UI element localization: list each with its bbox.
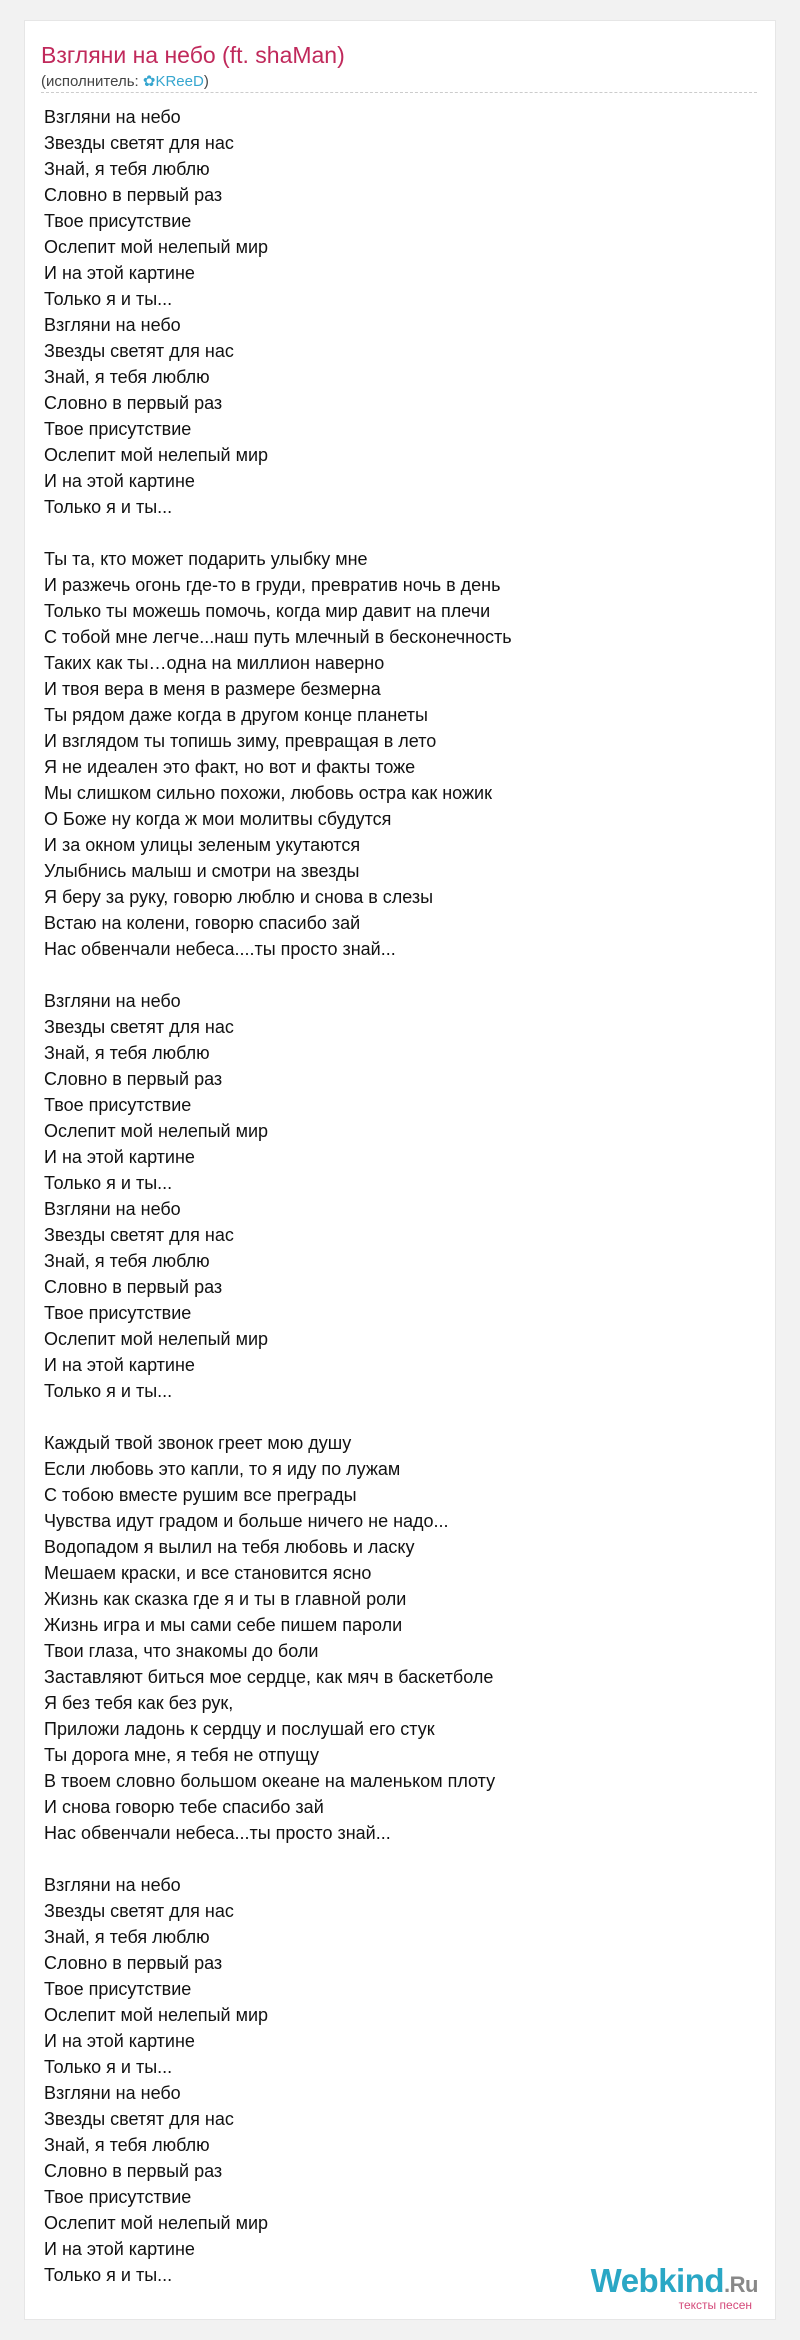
lyric-line: Ослепит мой нелепый мир [44,2213,269,2233]
lyric-line: Взгляни на небо [44,2083,181,2103]
lyric-line: Твое присутствие [44,1095,192,1115]
lyric-line: Только я и ты... [44,497,173,517]
lyric-line: Ты дорога мне, я тебя не отпущу [44,1745,320,1765]
artist-line [41,72,209,90]
flower-icon: ✿ [142,73,156,90]
lyric-line: Если любовь это капли, то я иду по лужам [44,1459,401,1479]
lyric-line: И на этой картине [44,471,195,491]
lyric-line: Мешаем краски, и все становится ясно [44,1563,372,1583]
lyric-line: Взгляни на небо [44,1875,181,1895]
artist-name: KReeD [155,73,204,90]
lyric-line: Взгляни на небо [44,315,181,335]
lyric-line: Звезды светят для нас [44,1017,234,1037]
lyric-line: Чувства идут градом и больше ничего не надо... [44,1511,449,1531]
lyric-line: Жизнь игра и мы сами себе пишем пароли [44,1615,403,1635]
logo-name: Webkind [590,2262,725,2299]
lyric-line: Водопадом я вылил на тебя любовь и ласку [44,1537,415,1557]
artist-link[interactable] [143,73,204,90]
lyric-line: Словно в первый раз [44,1953,223,1973]
lyric-line: Только я и ты... [44,2265,173,2285]
lyric-line: О Боже ну когда ж мои молитвы сбудутся [44,809,392,829]
lyric-line: Знай, я тебя люблю [44,1043,210,1063]
lyric-line: Я без тебя как без рук, [44,1693,234,1713]
lyric-line: Нас обвенчали небеса...ты просто знай... [44,1823,391,1843]
lyric-line: Я не идеален это факт, но вот и факты тоже [44,757,416,777]
lyrics-text [44,104,512,2288]
artist-suffix: ) [203,73,209,90]
lyric-line: Звезды светят для нас [44,1225,234,1245]
lyric-line: Ослепит мой нелепый мир [44,1121,269,1141]
lyric-line: Твое присутствие [44,211,192,231]
lyric-line: Словно в первый раз [44,1069,223,1089]
lyric-line: И на этой картине [44,1355,195,1375]
lyric-line: Знай, я тебя люблю [44,2135,210,2155]
stanza-break [44,962,512,988]
lyric-line: И на этой картине [44,2031,195,2051]
lyric-line: В твоем словно большом океане на маленьком плоту [44,1771,496,1791]
lyric-line: Я беру за руку, говорю люблю и снова в слезы [44,887,434,907]
logo-tagline: тексты песен [678,2298,752,2312]
lyric-line: Твое присутствие [44,2187,192,2207]
lyric-line: Только я и ты... [44,1381,173,1401]
logo-tld: .Ru [724,2272,758,2297]
lyric-line: Твое присутствие [44,419,192,439]
header-divider [41,92,757,93]
lyric-line: Ослепит мой нелепый мир [44,445,269,465]
lyric-line: И на этой картине [44,1147,195,1167]
lyric-line: Ослепит мой нелепый мир [44,1329,269,1349]
lyric-line: Взгляни на небо [44,1199,181,1219]
lyric-line: Взгляни на небо [44,107,181,127]
stanza-break [44,1846,512,1872]
lyric-line: И на этой картине [44,263,195,283]
lyric-line: Встаю на колени, говорю спасибо зай [44,913,361,933]
lyric-line: Словно в первый раз [44,393,223,413]
lyric-line: И разжечь огонь где-то в груди, превратив ночь в день [44,575,501,595]
lyric-line: И снова говорю тебе спасибо зай [44,1797,324,1817]
lyric-line: С тобою вместе рушим все преграды [44,1485,357,1505]
lyric-line: Твое присутствие [44,1979,192,1999]
lyric-line: Ослепит мой нелепый мир [44,2005,269,2025]
lyric-line: Жизнь как сказка где я и ты в главной роли [44,1589,407,1609]
lyric-line: Заставляют биться мое сердце, как мяч в баскетболе [44,1667,494,1687]
lyric-line: Улыбнись малыш и смотри на звезды [44,861,360,881]
stanza-break [44,520,512,546]
lyric-line: Взгляни на небо [44,991,181,1011]
lyric-line: Звезды светят для нас [44,133,234,153]
artist-prefix: (исполнитель: [41,73,143,90]
lyric-line: Знай, я тебя люблю [44,1927,210,1947]
lyric-line: С тобой мне легче...наш путь млечный в бесконечность [44,627,512,647]
lyric-line: И твоя вера в меня в размере безмерна [44,679,381,699]
lyric-line: И за окном улицы зеленым укутаются [44,835,361,855]
stanza-break [44,1404,512,1430]
lyric-line: Знай, я тебя люблю [44,367,210,387]
lyric-line: Приложи ладонь к сердцу и послушай его стук [44,1719,435,1739]
lyric-line: Звезды светят для нас [44,341,234,361]
lyric-line: Словно в первый раз [44,185,223,205]
lyric-line: Только я и ты... [44,289,173,309]
lyric-line: Только я и ты... [44,1173,173,1193]
lyric-line: И взглядом ты топишь зиму, превращая в лето [44,731,437,751]
site-logo[interactable] [591,2264,758,2312]
lyric-line: Мы слишком сильно похожи, любовь остра как ножик [44,783,492,803]
logo-wordmark [591,2264,758,2302]
lyric-line: Нас обвенчали небеса....ты просто знай... [44,939,396,959]
lyric-line: И на этой картине [44,2239,195,2259]
lyric-line: Знай, я тебя люблю [44,159,210,179]
song-title: Взгляни на небо (ft. shaMan) [41,42,345,68]
lyric-line: Твое присутствие [44,1303,192,1323]
lyric-line: Словно в первый раз [44,2161,223,2181]
lyric-line: Твои глаза, что знакомы до боли [44,1641,319,1661]
lyric-line: Ты та, кто может подарить улыбку мне [44,549,368,569]
lyric-line: Звезды светят для нас [44,2109,234,2129]
lyric-line: Звезды светят для нас [44,1901,234,1921]
lyric-line: Каждый твой звонок греет мою душу [44,1433,352,1453]
lyric-line: Таких как ты…одна на миллион наверно [44,653,385,673]
lyric-line: Только ты можешь помочь, когда мир давит на плечи [44,601,491,621]
lyric-line: Только я и ты... [44,2057,173,2077]
lyric-line: Знай, я тебя люблю [44,1251,210,1271]
lyric-line: Ослепит мой нелепый мир [44,237,269,257]
lyric-line: Ты рядом даже когда в другом конце планеты [44,705,428,725]
lyric-line: Словно в первый раз [44,1277,223,1297]
